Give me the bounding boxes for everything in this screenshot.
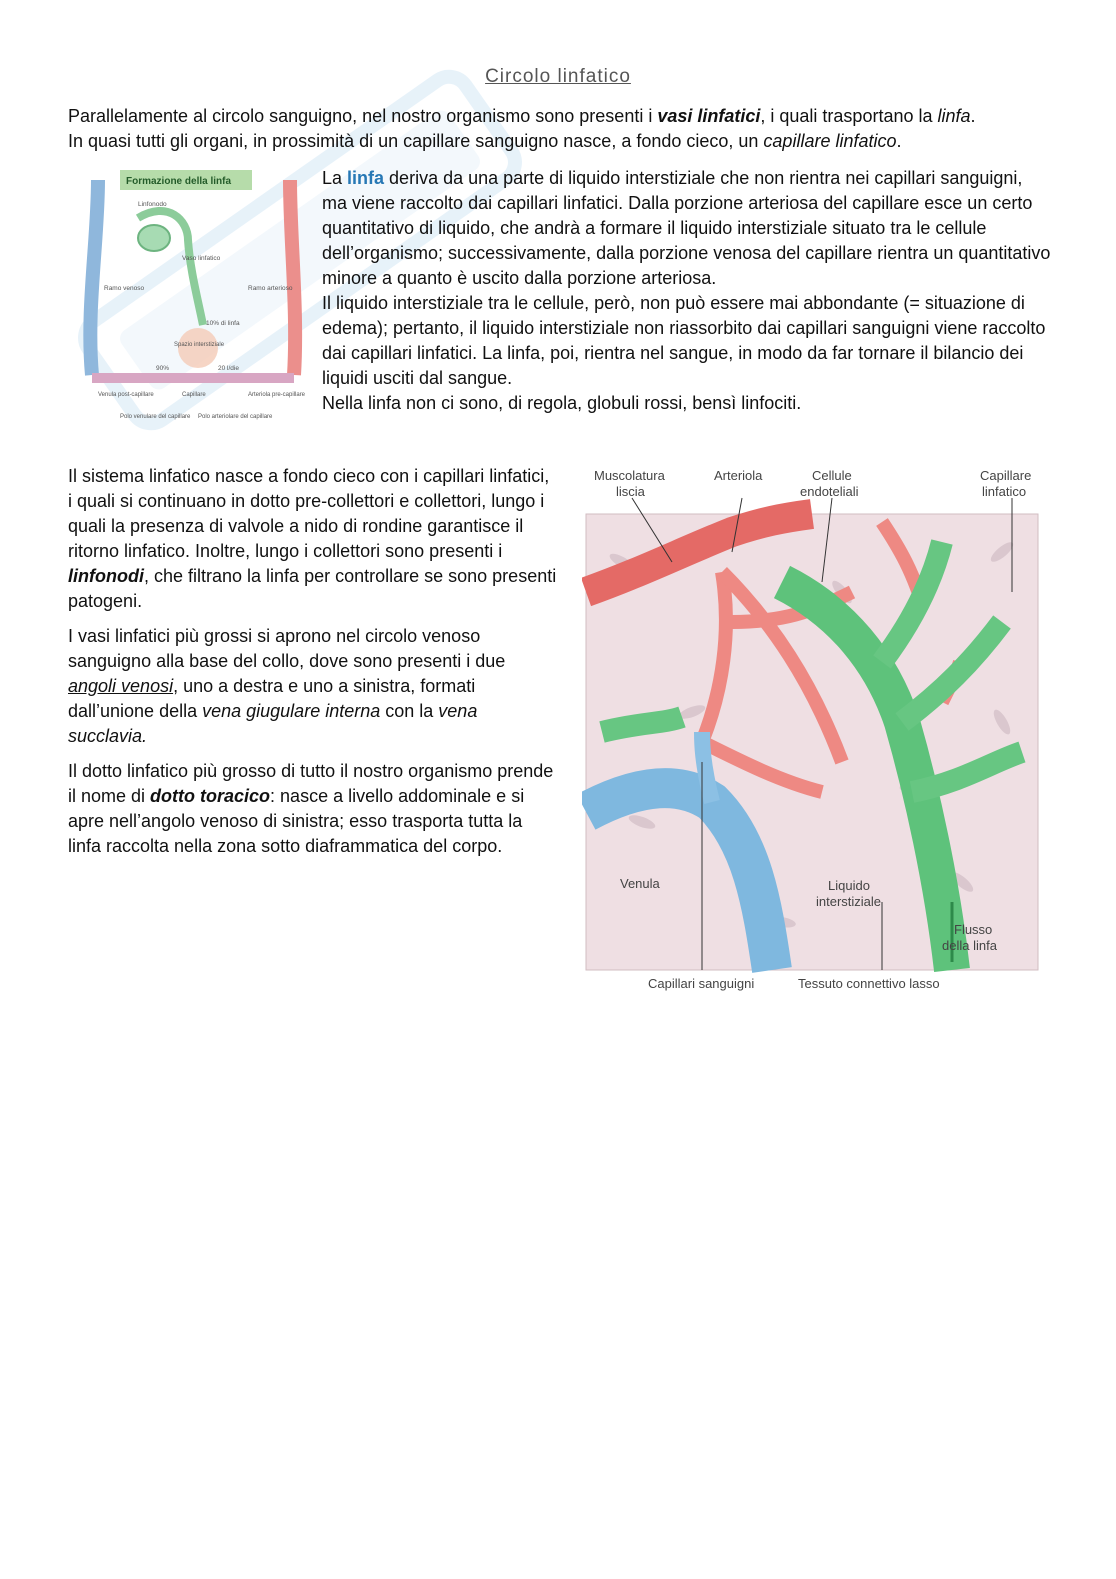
label-polo-arteriolare: Polo arteriolare del capillare [198, 414, 273, 420]
intro-text: . [970, 106, 976, 126]
label-tessuto: Tessuto connettivo lasso [798, 976, 940, 991]
body-text: Il dotto linfatico più grosso di tutto il nostro organismo prende il nome di [68, 761, 554, 806]
label-perc-90: 90% [156, 365, 170, 372]
label-capillare: Capillare [182, 392, 206, 398]
intro-text: In quasi tutti gli organi, in prossimità di un capillare sanguigno nasce, a fondo cieco, un [68, 131, 764, 151]
label-vaso-linfatico: Vaso linfatico [182, 255, 221, 262]
figure-capillari-linfatici-svg [582, 462, 1052, 1002]
label-cellule: Cellule [812, 468, 852, 483]
interstitial-space [178, 328, 218, 368]
label-venula: Venula post-capillare [98, 392, 154, 398]
linfa-text: La [322, 168, 348, 188]
intro-paragraph [68, 104, 1058, 154]
label-liquido: Liquido [828, 878, 870, 893]
label-liquido-2: interstiziale [816, 894, 882, 909]
term-vena-succlavia: vena succlavia. [68, 701, 478, 746]
label-spazio: Spazio interstiziale [174, 342, 225, 348]
body-text: Il sistema linfatico nasce a fondo cieco con i capillari linfatici, i quali si continuano in dotto pre-collettori e collettori, lungo i quali la presenza di valvole a nido di rondine garantisce il ritorno linfatico. Inoltre, lungo i collettori sono presenti i [68, 466, 550, 561]
label-muscolatura: Muscolatura [594, 468, 665, 483]
figure-formazione-linfa [68, 160, 308, 440]
body-text: con la [380, 701, 439, 721]
sistema-linfatico-text [68, 464, 558, 869]
term-dotto-toracico: dotto toracico [150, 786, 271, 806]
label-perc-linfa: 10% di linfa [206, 320, 240, 327]
label-linfonodo: Linfonodo [138, 201, 167, 208]
term-vasi-linfatici: vasi linfatici [657, 106, 761, 126]
label-flusso-2: della linfa [942, 938, 997, 953]
body-text: I vasi linfatici più grossi si aprono nel circolo venoso sanguigno alla base del collo, dove sono presenti i due [68, 626, 506, 671]
body-text: : nasce a livello addominale e si apre nell’angolo venoso di sinistra; esso trasporta tutta la linfa raccolta nella zona sotto diaframmatica del corpo. [68, 786, 525, 856]
label-venula: Venula [620, 876, 660, 891]
linfa-paragraph-1 [322, 166, 1052, 291]
page-title: Circolo linfatico [485, 66, 631, 87]
label-capillare-linfatico-2: linfatico [982, 484, 1027, 499]
linfa-paragraph-2: Il liquido interstiziale tra le cellule, però, non può essere mai abbondante (= situazione di edema); pertanto, il liquido interstiziale non riassorbito dai capillari sanguigni viene raccolto dai capillari linfatici. La linfa, poi, rientra nel sangue, in modo da far tornare il bilancio dei liquidi usciti dal sangue. [322, 293, 1046, 388]
intro-line-1 [68, 104, 1058, 129]
label-litri: 20 l/die [218, 365, 239, 372]
figure1-header: Formazione della linfa [126, 176, 232, 187]
label-flusso: Flusso [954, 922, 993, 937]
arterial-branch [290, 180, 295, 375]
linfa-paragraph-3: Nella linfa non ci sono, di regola, globuli rossi, bensì linfociti. [322, 393, 802, 413]
label-capillare-linfatico: Capillare [980, 468, 1032, 483]
venous-branch [90, 180, 98, 375]
intro-text: Parallelamente al circolo sanguigno, nel nostro organismo sono presenti i [68, 106, 658, 126]
label-ramo-venoso: Ramo venoso [104, 285, 145, 292]
intro-text: . [896, 131, 902, 151]
paragraph-dotto-toracico [68, 759, 558, 859]
label-ramo-arterioso: Ramo arterioso [248, 285, 293, 292]
label-cellule-2: endoteliali [800, 484, 859, 499]
paragraph-sistema-linfatico [68, 464, 558, 614]
intro-text: , i quali trasportano la [760, 106, 938, 126]
term-vena-giugulare: vena giugulare interna [202, 701, 381, 721]
label-muscolatura-2: liscia [616, 484, 645, 499]
term-linfonodi: linfonodi [68, 566, 144, 586]
label-capillari-sanguigni: Capillari sanguigni [648, 976, 755, 991]
term-linfa: linfa [937, 106, 971, 126]
intro-line-2 [68, 129, 1058, 154]
term-capillare-linfatico: capillare linfatico [763, 131, 897, 151]
body-text: , che filtrano la linfa per controllare se sono presenti patogeni. [68, 566, 557, 611]
linfa-description [322, 166, 1052, 416]
term-angoli-venosi: angoli venosi [68, 676, 174, 696]
figure-capillari-linfatici [582, 462, 1052, 1002]
paragraph-angoli-venosi [68, 624, 558, 749]
figure-formazione-linfa-svg [68, 160, 308, 440]
label-arteriola: Arteriola pre-capillare [248, 392, 306, 398]
term-linfa-highlight: linfa [347, 168, 385, 188]
linfa-text: deriva da una parte di liquido interstiziale che non rientra nei capillari sanguigni, ma viene raccolto dai capillari linfatici. Dalla porzione arteriosa del capillare esce un certo quantitativo di liquido, che andrà a formare il liquido interstiziale situato tra le cellule dell’organismo; successivamente, dalla porzione venosa del capillare rientra un quantitativo minore a quanto è uscito dalla porzione arteriosa. [322, 168, 1051, 288]
label-arteriola: Arteriola [714, 468, 763, 483]
label-polo-venulare: Polo venulare del capillare [120, 414, 191, 420]
body-text: , uno a destra e uno a sinistra, formati dall’unione della [68, 676, 476, 721]
lymph-node [138, 225, 170, 251]
